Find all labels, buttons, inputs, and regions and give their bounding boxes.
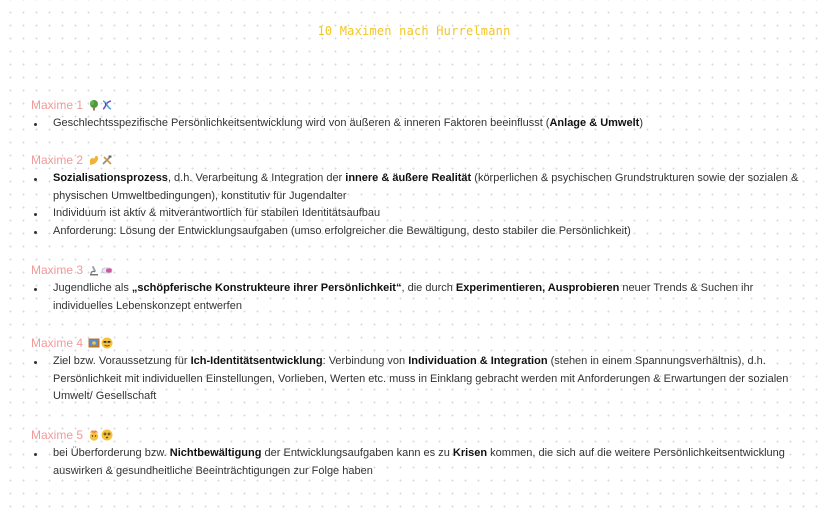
maxime-heading-label: Maxime 5: [31, 428, 84, 442]
maxime-heading-label: Maxime 3: [31, 263, 84, 277]
maxime-bullet: bei Überforderung bzw. Nichtbewältigung der Entwicklungsaufgaben kann es zu Krisen kommen, die sich auf die weitere Persönlichkeitsentwicklung auswirken & gesundheitliche Beeinträchtigungen zur Folge haben: [31, 445, 801, 480]
maxime-bullet: Anforderung: Lösung der Entwicklungsaufgaben (umso erfolgreicher die Bewältigung, desto stabiler die Persönlichkeit): [31, 223, 801, 241]
maxime-bullet: Individuum ist aktiv & mitverantwortlich für stabilen Identitätsaufbau: [31, 205, 801, 223]
maxime-heading-label: Maxime 4: [31, 336, 84, 350]
maxime-heading: [31, 427, 801, 443]
framed-picture-icon: [88, 337, 100, 349]
maxime-section-2: [31, 152, 801, 240]
flexed-biceps-icon: [88, 154, 100, 166]
tree-icon: [88, 99, 100, 111]
microscope-icon: [88, 264, 100, 276]
dizzy-face-icon: [101, 429, 113, 441]
maxime-bullet: Jugendliche als „schöpferische Konstrukteure ihrer Persönlichkeit“, die durch Experimentieren, Ausprobieren neuer Trends & Suchen ihr individuelles Lebenskonzept entwerfen: [31, 280, 801, 315]
maxime-bullet: Ziel bzw. Voraussetzung für Ich-Identitätsentwicklung: Verbindung von Individuation & Integration (stehen in einem Spannungsverhältnis), d.h. Persönlichkeit mit individuellen Einstellungen, Vorlieben, Werten etc. muss in Einklang gebracht werden mit Anforderungen & Erwartungen der sozialen Umwelt/ Gesellschaft: [31, 353, 801, 406]
maxime-heading-label: Maxime 1: [31, 98, 84, 112]
maxime-section-1: [31, 97, 801, 133]
exploding-head-icon: [88, 429, 100, 441]
maxime-heading: [31, 262, 801, 278]
maxime-section-4: [31, 335, 801, 406]
maxime-heading-label: Maxime 2: [31, 153, 84, 167]
maxime-section-3: [31, 262, 801, 315]
maxime-bullet: Geschlechtsspezifische Persönlichkeitsentwicklung wird von äußeren & inneren Faktoren beeinflusst (Anlage & Umwelt): [31, 115, 801, 133]
maxime-heading: [31, 152, 801, 168]
dna-icon: [101, 99, 113, 111]
maxime-heading: [31, 97, 801, 113]
smiling-face-icon: [101, 337, 113, 349]
page-title: 10 Maximen nach Hurrelmann: [317, 24, 511, 38]
tools-icon: [101, 154, 113, 166]
maxime-section-5: [31, 427, 801, 480]
maxime-heading: [31, 335, 801, 351]
test-tube-icon: [101, 264, 113, 276]
maxime-bullet: Sozialisationsprozess, d.h. Verarbeitung & Integration der innere & äußere Realität (körperlichen & psychischen Grundstrukturen sowie der sozialen & physischen Umweltbedingungen), konstitutiv für Jugendalter: [31, 170, 801, 205]
